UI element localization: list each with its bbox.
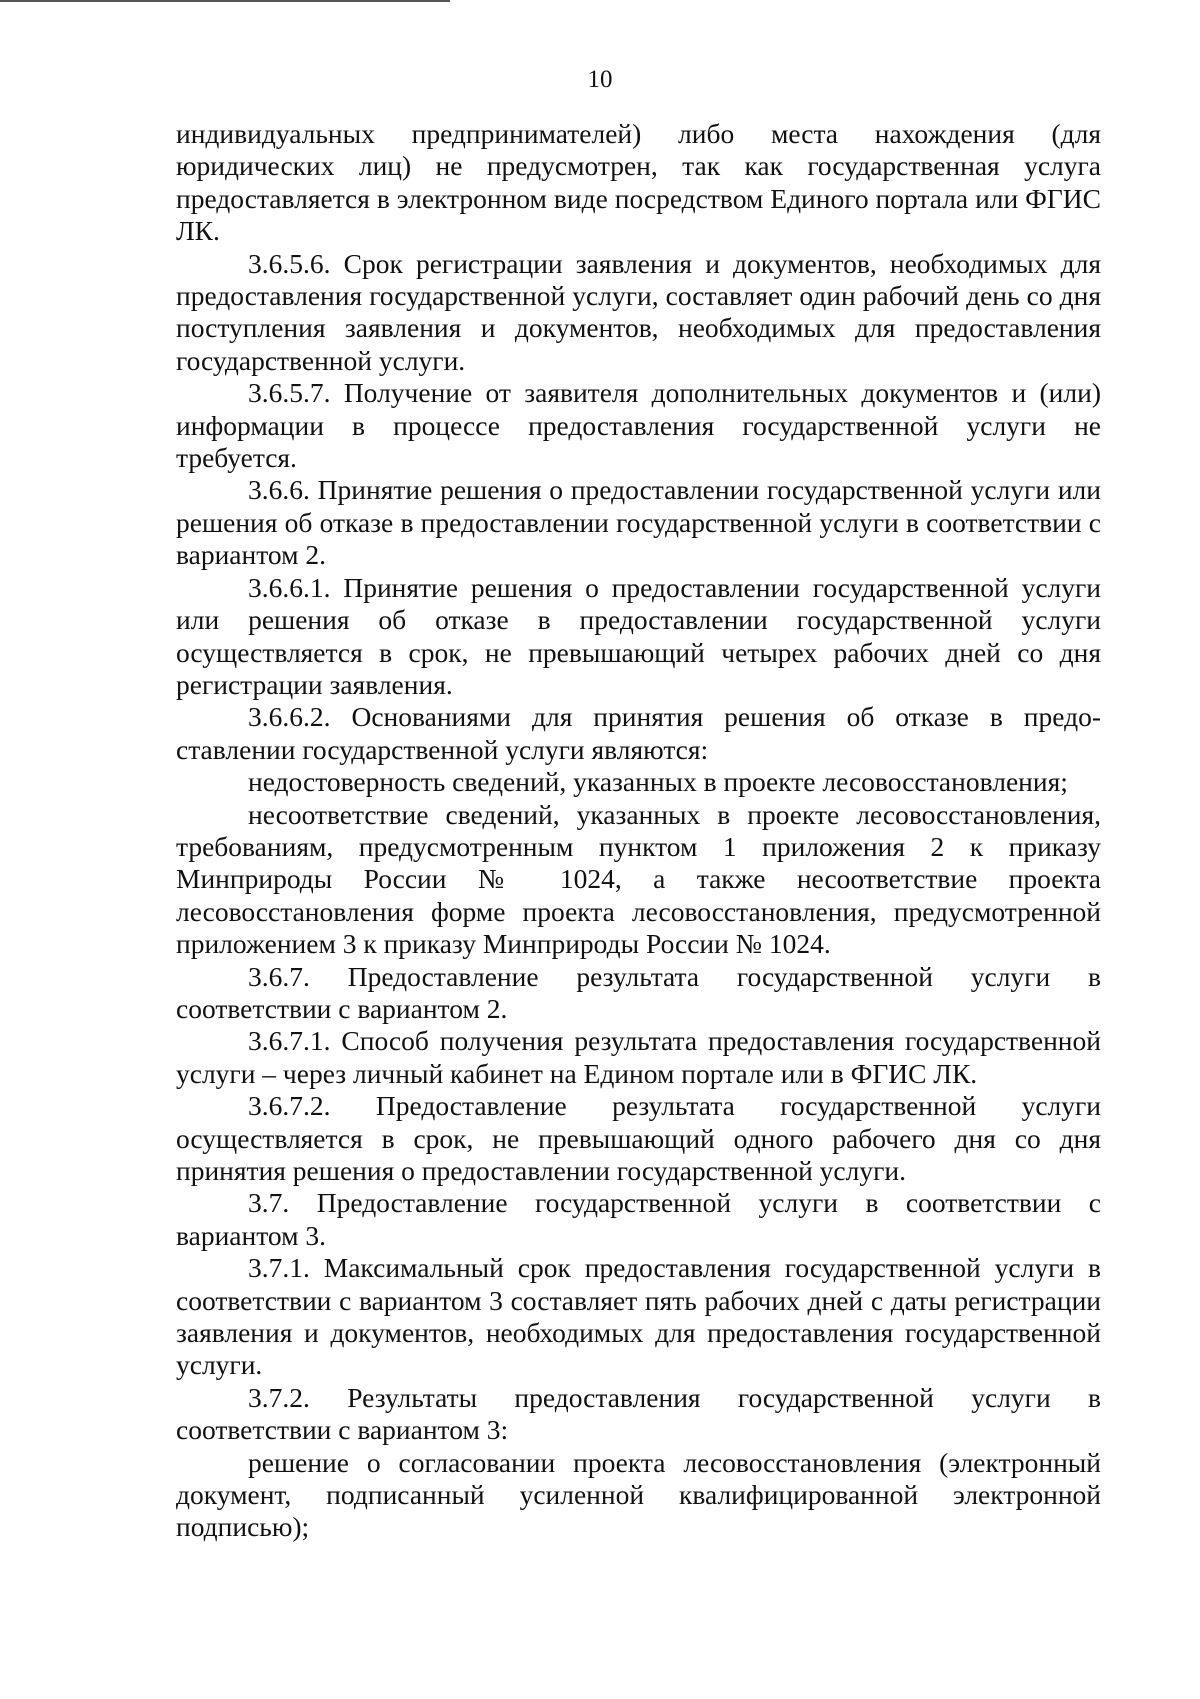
paragraph-3-7: 3.7. Предоставление государственной услуги в соответствии с вариантом 3. [176, 1187, 1101, 1251]
body-text [176, 118, 1101, 1544]
paragraph-3-7-1: 3.7.1. Максимальный срок предоставления государственной услуги в соответствии с вариантом 3 составляет пять рабочих дней с даты регистрации заявления и документов, необходимых для предоставления государственной услуги. [176, 1252, 1101, 1381]
top-edge-line [0, 0, 450, 2]
paragraph-3-7-2: 3.7.2. Результаты предоставления государственной услуги в соответствии с вариантом 3: [176, 1381, 1101, 1446]
paragraph-refusal-ground-2: несоответствие сведений, указанных в проекте лесовосстановления, требованиям, предусмотренным пунктом 1 приложения 2 к приказу Минприроды России № 1024, а также несоответствие проекта лесовосстановления форме проекта лесовосстановления, предусмотренной приложением 3 к приказу Минприроды России № 1024. [176, 798, 1101, 960]
page-number: 10 [587, 66, 613, 93]
paragraph-3-6-6-2: 3.6.6.2. Основаниями для принятия решения об отказе в предо-ставлении государственной услуги являются: [176, 701, 1101, 765]
paragraph-3-6-6: 3.6.6. Принятие решения о предоставлении государственной услуги или решения об отказе в предоставлении государственной услуги в соответствии с вариантом 2. [176, 474, 1101, 571]
paragraph-3-6-5-7: 3.6.5.7. Получение от заявителя дополнительных документов и (или) информации в процессе предоставления государственной услуги не требуется. [176, 377, 1101, 474]
paragraph-3-6-7: 3.6.7. Предоставление результата государственной услуги в соответствии с вариантом 2. [176, 960, 1101, 1024]
paragraph-3-6-7-1: 3.6.7.1. Способ получения результата предоставления государственной услуги – через личный кабинет на Едином портале или в ФГИС ЛК. [176, 1025, 1101, 1089]
paragraph-refusal-ground-1: недостоверность сведений, указанных в проекте лесовосстановления; [248, 766, 1068, 798]
paragraph-3-6-5-6: 3.6.5.6. Срок регистрации заявления и документов, необходимых для предоставления государственной услуги, составляет один рабочий день со дня поступления заявления и документов, необходимых для предоставления государственной услуги. [176, 247, 1101, 376]
paragraph-result-decision: решение о согласовании проекта лесовосстановления (электронный документ, подписанный усиленной квалифицированной электронной подписью); [176, 1446, 1101, 1543]
paragraph-3-6-7-2: 3.6.7.2. Предоставление результата государственной услуги осуществляется в срок, не превышающий одного рабочего дня со дня принятия решения о предоставлении государственной услуги. [176, 1090, 1101, 1186]
paragraph-continuation: индивидуальных предпринимателей) либо места нахождения (для юридических лиц) не предусмотрен, так как государственная услуга предоставляется в электронном виде посредством Единого портала или ФГИС ЛК. [176, 118, 1101, 247]
paragraph-3-6-6-1: 3.6.6.1. Принятие решения о предоставлении государственной услуги или решения об отказе в предоставлении государственной услуги осуществляется в срок, не превышающий четырех рабочих дней со дня регистрации заявления. [176, 571, 1101, 700]
